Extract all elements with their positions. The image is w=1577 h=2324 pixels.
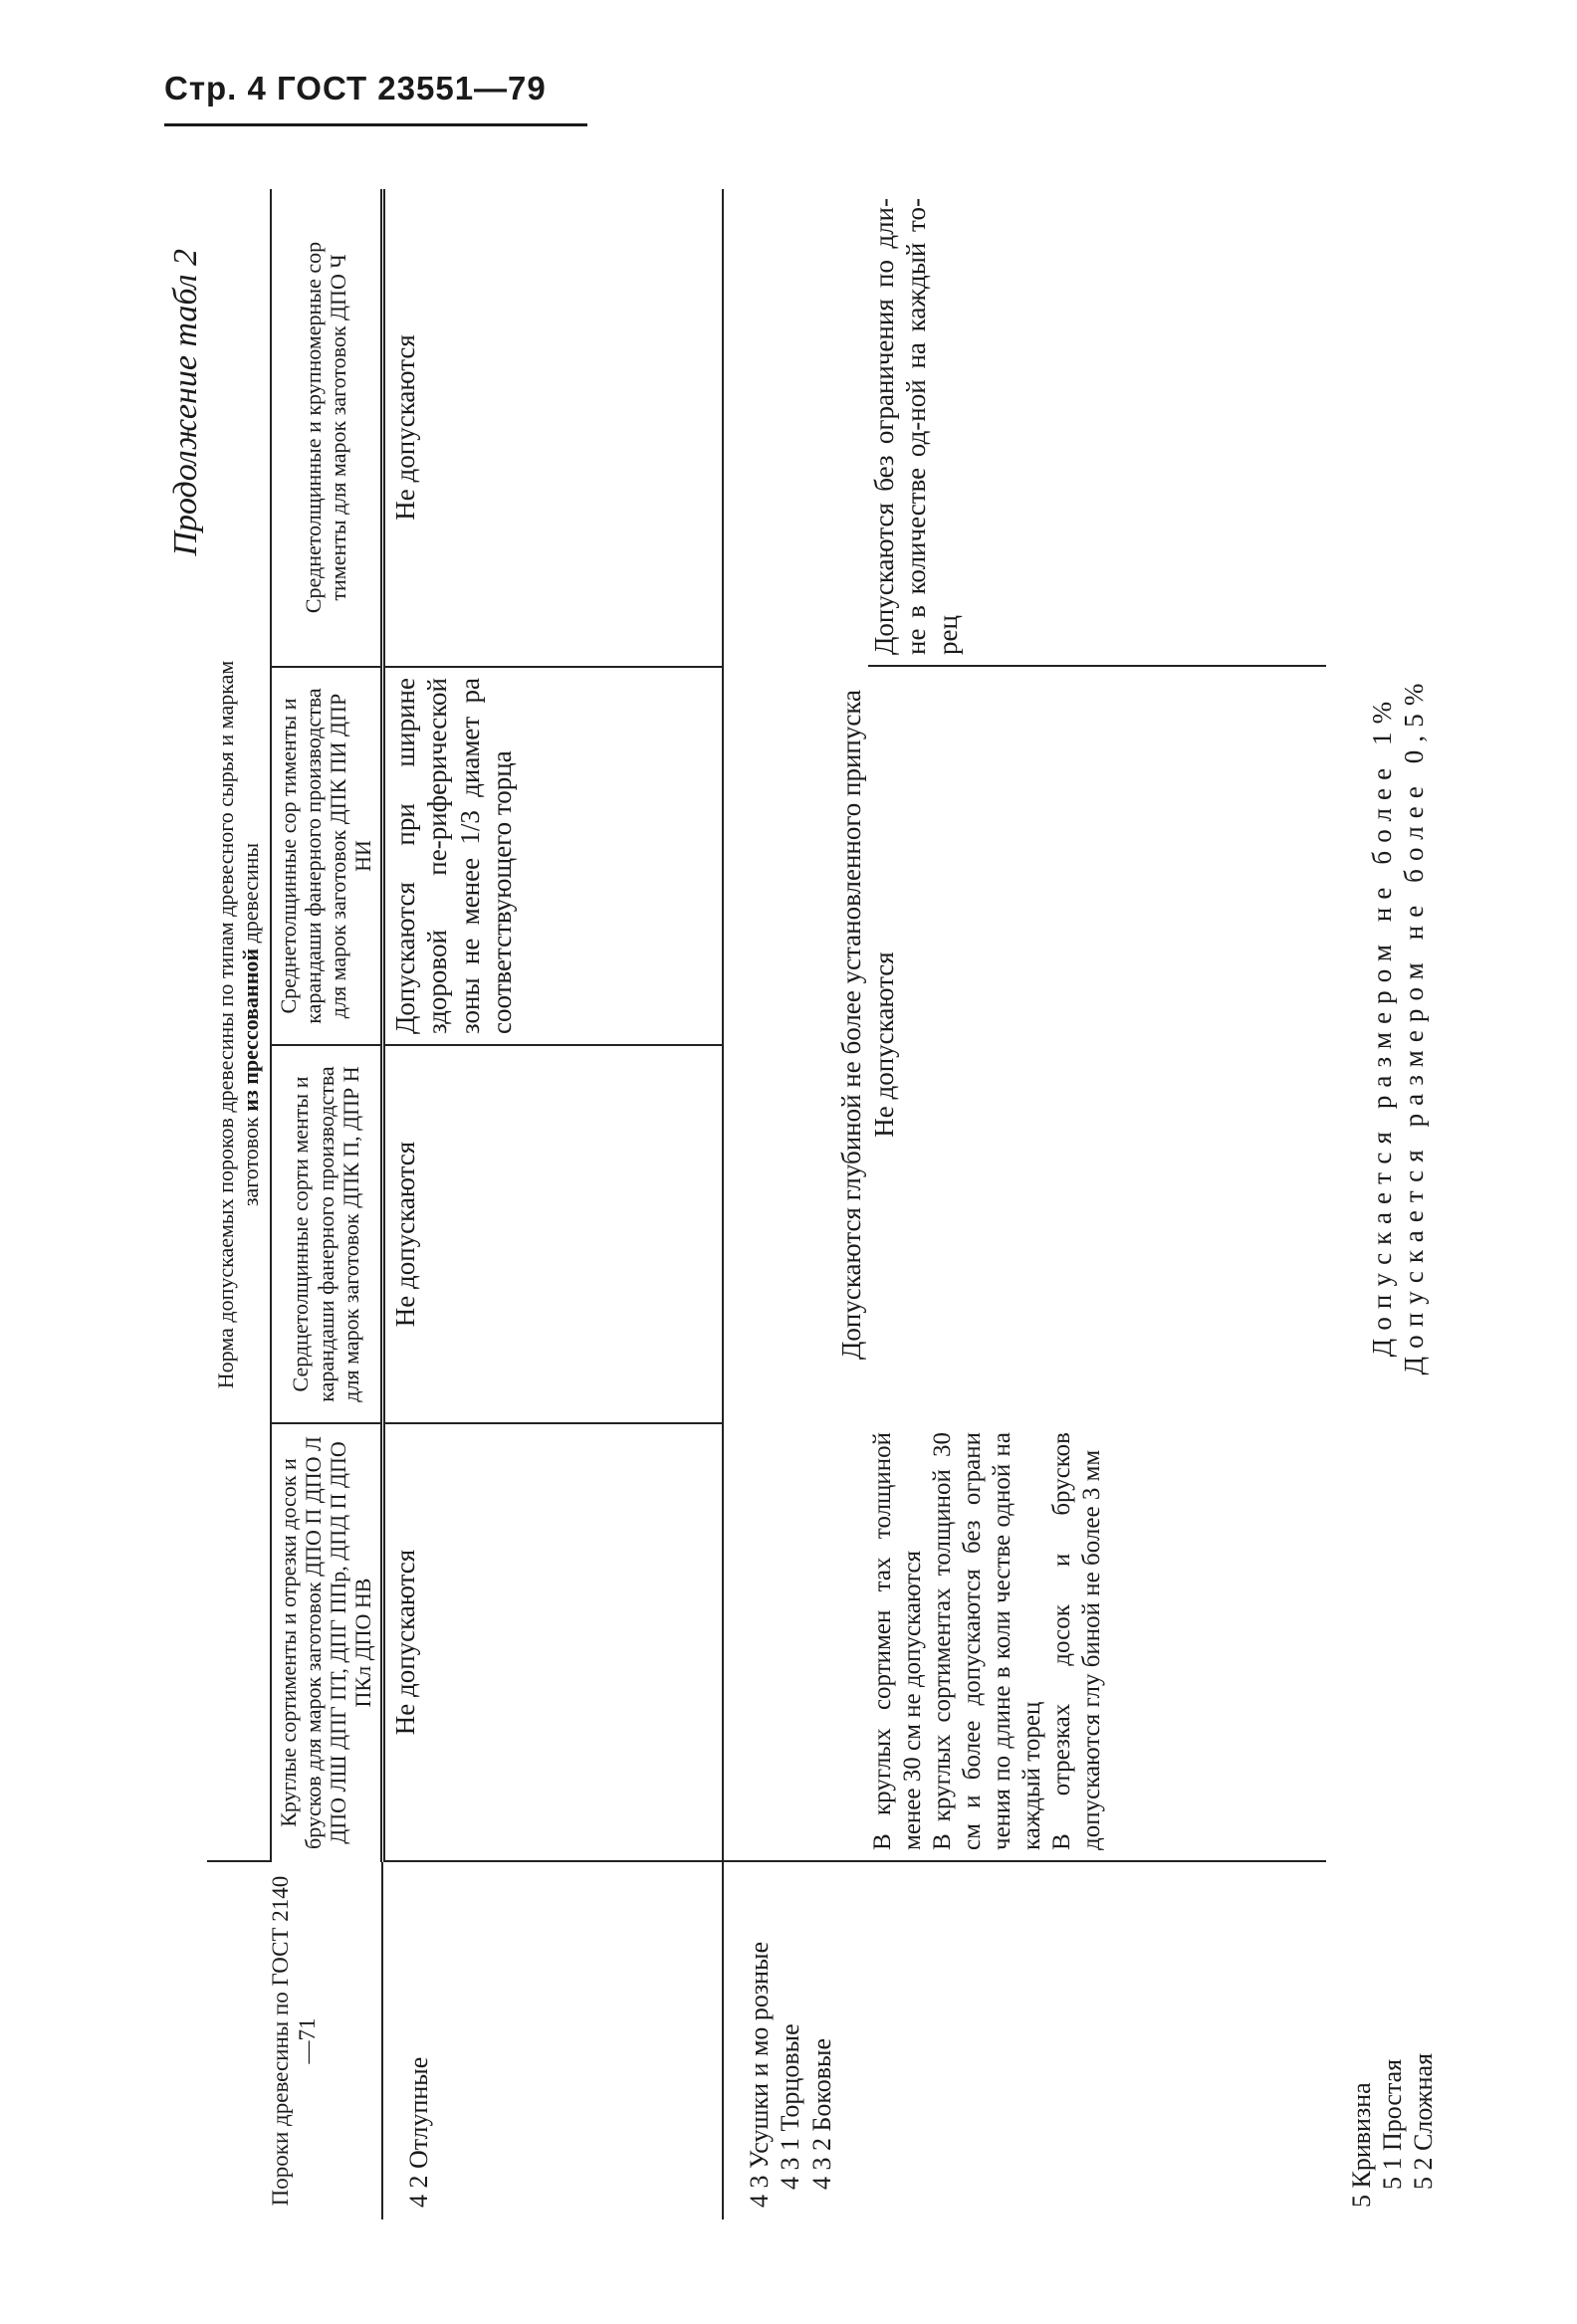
defect-5: [1326, 1861, 1577, 2219]
col-header-2: Сердцетолщинные сорти менты и карандаши фанерного производства для марок заготовок ДПК П, ДПР Н: [271, 1045, 383, 1423]
defects-table: [207, 189, 1577, 2219]
defect-5-title: 5 Кривизна: [1346, 2082, 1376, 2208]
cell-5-group: [1326, 189, 1577, 1861]
table-row: [1326, 189, 1577, 2219]
col-header-3: Среднетолщинные сор тименты и карандаши фанерного производства для марок заготовок ДПК ПИ ДПР НИ: [271, 667, 383, 1045]
table-continuation-label: Продолжение табл 2: [167, 249, 204, 556]
defect-42: 4 2 Отлупные: [382, 1861, 723, 2219]
cell-432-c1-p1: В круглых сортимен тах толщиной менее 30 см не допускаются: [868, 1432, 926, 1850]
rotated-content: [167, 189, 1481, 2219]
cell-431-merged: Допускаются глубиной не более установленного припуска: [836, 689, 867, 1360]
cell-42-c4: Не допускаются: [382, 189, 723, 667]
norm-title-d: древесины: [238, 842, 264, 944]
defect-52: 5 2 Сложная: [1409, 2052, 1439, 2190]
cell-43-group: [723, 189, 1325, 1861]
page-header: [164, 70, 587, 129]
cell-432-c1-p2: В круглых сортиментах толщиной 30 см и более допускаются без ограни чения по длине в коли честве одной на каждый торец: [928, 1432, 1045, 1850]
norm-header: [207, 189, 271, 1861]
col-header-1: Круглые сортименты и отрезки досок и брусков для марок заготовок ДПО П ДПО Л ДПО ЛШ ДПГ ПТ, ДПГ ППр, ДПД П ДПО ПКл ДПО НВ: [271, 1423, 383, 1861]
header-rule: [164, 123, 587, 126]
defect-51: 5 1 Простая: [1377, 2058, 1407, 2190]
defect-43: [723, 1861, 1325, 2219]
cell-432-c4: Допускаются без ограничения по дли-не в количестве од-ной на каждый то-рец: [868, 188, 1326, 666]
cell-42-c2: Не допускаются: [382, 1045, 723, 1423]
norm-title-b: заготовок: [238, 1117, 264, 1207]
cell-432-c1-p3: В отрезках досок и брусков допускаются глу биной не более 3 мм: [1047, 1432, 1105, 1850]
table-row: [723, 189, 1325, 2219]
cell-42-c1: Не допускаются: [382, 1423, 723, 1861]
rotated-table-area: [167, 189, 1481, 2219]
standard-number: 23551—79: [377, 70, 547, 106]
defect-431: 4 3 1 Торцовые: [776, 2023, 805, 2190]
cell-52-merged: Допускается размером не более 0,5%: [1399, 675, 1430, 1375]
standard-name: ГОСТ: [277, 70, 368, 106]
norm-title-c: из прессованной: [238, 948, 264, 1112]
table-header-row: [207, 189, 271, 2219]
defect-43-title: 4 3 Усушки и мо розные: [745, 1941, 775, 2208]
cell-51-merged: Допускается размером не более 1%: [1366, 693, 1397, 1358]
cell-432-subtable: [868, 188, 1326, 1860]
cell-432-c23: Не допускаются: [868, 951, 899, 1138]
col-defects-header: Пороки древесины по ГОСТ 2140—71: [207, 1861, 382, 2219]
cell-42-c3: Допускаются при ширине здоровой пе-риферической зоны не менее 1/3 диамет ра соответствующего торца: [382, 667, 723, 1045]
table-row: [382, 189, 723, 2219]
col-header-4: Среднетолщинные и крупномерные сор тименты для марок заготовок ДПО Ч: [271, 189, 383, 667]
page-number: Стр. 4: [164, 70, 267, 106]
norm-title-a: Норма допускаемых пороков древесины по типам древесного сырья и маркам: [213, 660, 238, 1389]
defect-432: 4 3 2 Боковые: [806, 2037, 836, 2190]
cell-432-c1: [868, 1422, 1326, 1860]
